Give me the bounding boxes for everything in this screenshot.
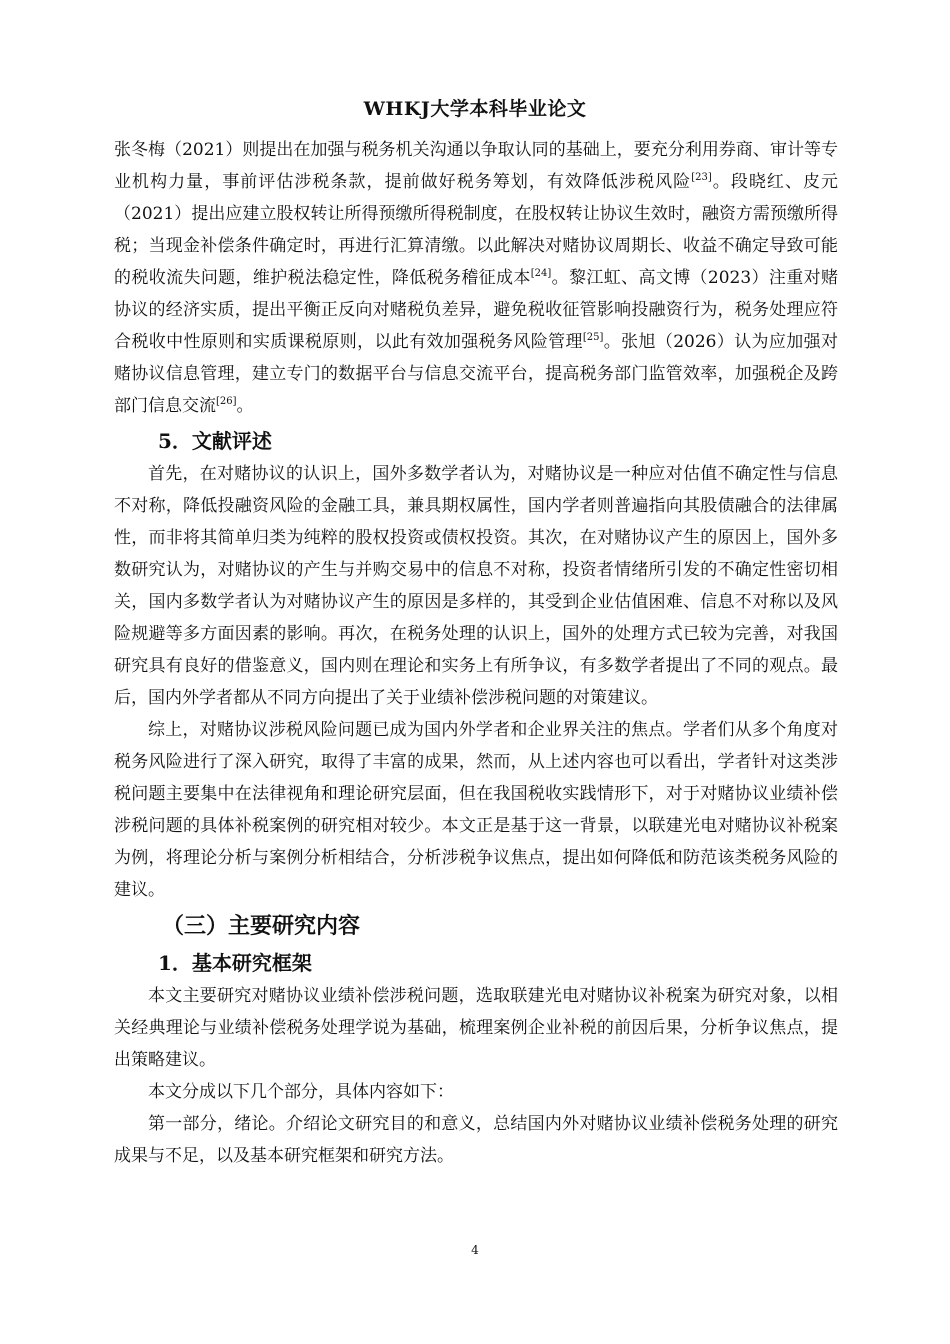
- citation-ref: [25]: [582, 332, 604, 343]
- paragraph-part-one: 第一部分，绪论。介绍论文研究目的和意义，总结国内外对赌协议业绩补偿税务处理的研究成果与不足，以及基本研究框架和研究方法。: [114, 1114, 838, 1166]
- citation-ref: [26]: [216, 396, 237, 407]
- section-heading-main-content: （三）主要研究内容: [162, 913, 361, 939]
- paragraph-framework: 本文主要研究对赌协议业绩补偿涉税问题，选取联建光电对赌协议补税案为研究对象，以相关经典理论与业绩补偿税务处理学说为基础，梳理案例企业补税的前因后果，分析争议焦点，提出策略建议。: [114, 986, 838, 1070]
- paragraph-literature-continued: 张冬梅（2021）则提出在加强与税务机关沟通以争取认同的基础上，要充分利用券商、审计等专业机构力量，事前评估涉税条款，提前做好税务筹划，有效降低涉税风险[23]。段晓红、皮元（2021）提出应建立股权转让所得预缴所得税制度，在股权转让协议生效时，融资方需预缴所得税；当现金补偿条件确定时，再进行汇算清缴。以此解决对赌协议周期长、收益不确定导致可能的税收流失问题，维护税法稳定性，降低税务稽征成本[24]。黎江虹、高文博（2023）注重对赌协议的经济实质，提出平衡正反向对赌税负差异，避免税收征管影响投融资行为，税务处理应符合税收中性原则和实质课税原则，以此有效加强税务风险管理[25]。张旭（2026）认为应加强对赌协议信息管理，建立专门的数据平台与信息交流平台，提高税务部门监管效率，加强税企及跨部门信息交流[26]。: [114, 140, 839, 416]
- running-header: WHKJ大学本科毕业论文: [363, 98, 587, 120]
- paragraph-structure-intro: 本文分成以下几个部分，具体内容如下：: [148, 1082, 454, 1102]
- document-body: [114, 134, 838, 1172]
- citation-ref: [23]: [691, 172, 712, 183]
- section-heading-framework: 1．基本研究框架: [158, 951, 312, 975]
- paragraph-review: 首先，在对赌协议的认识上，国外多数学者认为，对赌协议是一种应对估值不确定性与信息不对称，降低投融资风险的金融工具，兼具期权属性，国内学者则普遍指向其股债融合的法律属性，而非将其简单归类为纯粹的股权投资或债权投资。其次，在对赌协议产生的原因上，国外多数研究认为，对赌协议的产生与并购交易中的信息不对称，投资者情绪所引发的不确定性密切相关，国内多数学者认为对赌协议产生的原因是多样的，其受到企业估值困难、信息不对称以及风险规避等多方面因素的影响。再次，在税务处理的认识上，国外的处理方式已较为完善，对我国研究具有良好的借鉴意义，国内则在理论和实务上有所争议，有多数学者提出了不同的观点。最后，国内外学者都从不同方向提出了关于业绩补偿涉税问题的对策建议。: [114, 464, 838, 708]
- citation-ref: [24]: [530, 268, 552, 279]
- paragraph-summary: 综上，对赌协议涉税风险问题已成为国内外学者和企业界关注的焦点。学者们从多个角度对税务风险进行了深入研究，取得了丰富的成果，然而，从上述内容也可以看出，学者针对这类涉税问题主要集中在法律视角和理论研究层面，但在我国税收实践情形下，对于对赌协议业绩补偿涉税问题的具体补税案例的研究相对较少。本文正是基于这一背景，以联建光电对赌协议补税案为例，将理论分析与案例分析相结合，分析涉税争议焦点，提出如何降低和防范该类税务风险的建议。: [114, 720, 838, 900]
- section-heading-literature-review: 5．文献评述: [158, 429, 272, 453]
- page-number: 4: [471, 1243, 479, 1257]
